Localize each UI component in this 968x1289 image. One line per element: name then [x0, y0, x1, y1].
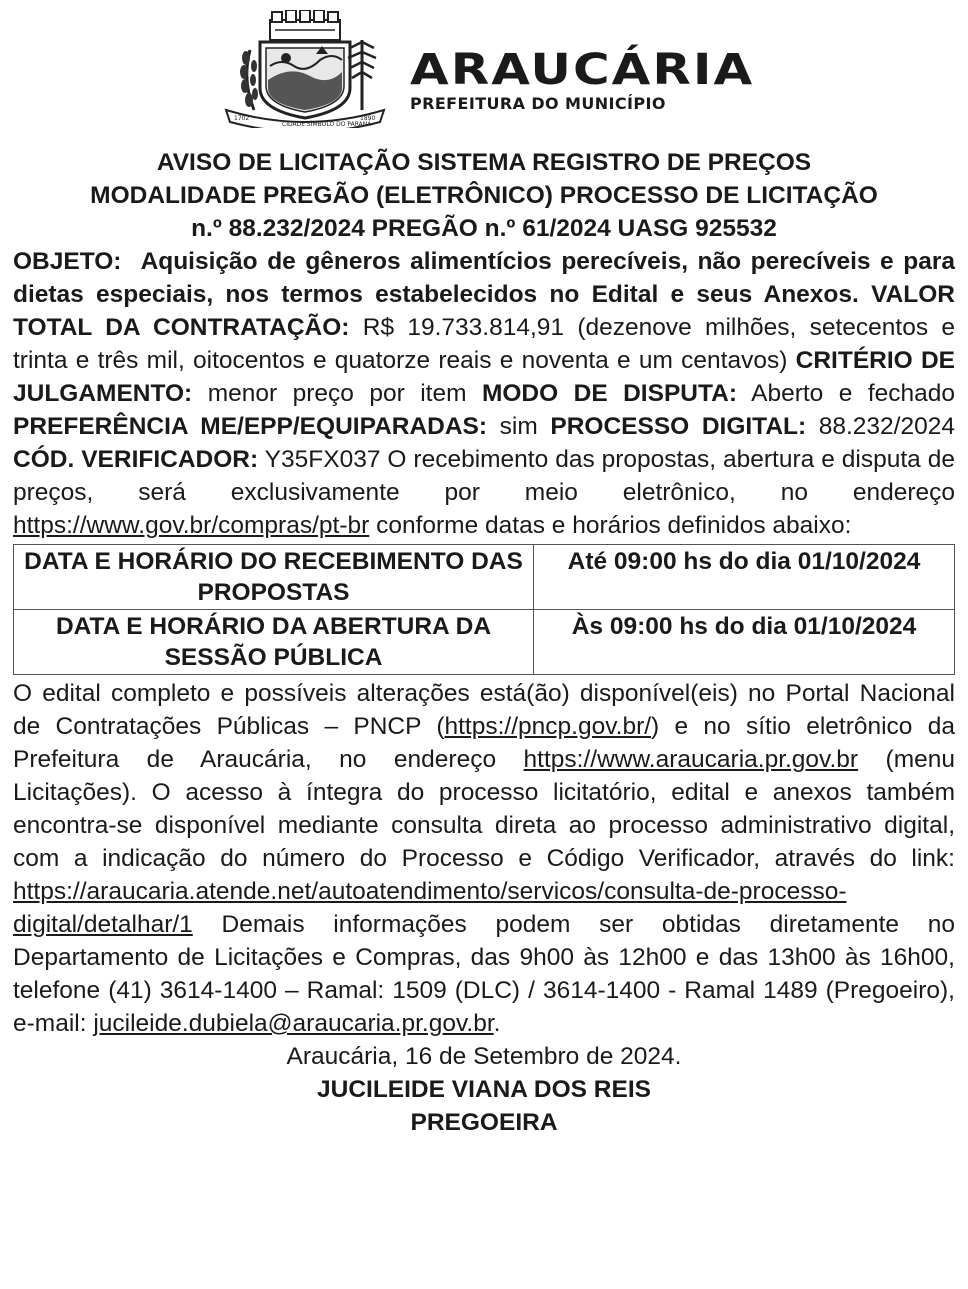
compras-after-text: conforme datas e horários definidos abaixo: [376, 512, 852, 539]
brand-name: ARAUCÁRIA [410, 44, 755, 95]
crest-ribbon-text: CIDADE SÍMBOLO DO PARANÁ [282, 121, 372, 128]
schedule-value: Às 09:00 hs do dia 01/10/2024 [534, 610, 955, 675]
objeto-text: Aquisição de gêneros alimentícios perecíveis, não perecíveis e para dietas especiais, nos termos estabelecidos no Edital e seus Anexos. [13, 248, 955, 308]
pncp-link[interactable]: https://pncp.gov.br/ [444, 713, 652, 740]
info-text: . [493, 1010, 501, 1037]
title-line: AVISO DE LICITAÇÃO SISTEMA REGISTRO DE PREÇOS [156, 149, 812, 176]
brand [410, 44, 755, 113]
info-text: (menu Licitações). O acesso à íntegra do processo licitatório, edital e anexos também encontra-se disponível mediante consulta direta ao processo administrativo digital, com a indicação do número do Processo e Código Verificador, através do link: [13, 746, 955, 872]
modo-label: MODO DE DISPUTA: [481, 380, 737, 407]
criterio-label: CRITÉRIO DE JULGAMENTO: [13, 347, 955, 407]
codigo-text: Y35FX037 O recebimento das propostas, abertura e disputa de preços, será exclusivamente por meio eletrônico, no endereço [13, 446, 955, 506]
table-row [14, 610, 955, 675]
notice-body [13, 146, 955, 1139]
title-line: n.º 88.232/2024 PREGÃO n.º 61/2024 UASG 925532 [191, 215, 777, 242]
valor-label: VALOR TOTAL DA CONTRATAÇÃO: [13, 281, 955, 341]
table-row [14, 545, 955, 610]
criterio-text: menor preço por item [207, 380, 467, 407]
valor-text: R$ 19.733.814,91 (dezenove milhões, setecentos e trinta e três mil, oitocentos e quatorze reais e noventa e um centavos) [13, 314, 956, 374]
info-text: Demais informações podem ser obtidas diretamente no Departamento de Licitações e Compras, das 9h00 às 12h00 e das 13h00 às 16h00, telefone (41) 3614-1400 – Ramal: 1509 (DLC) / 3614-1400 - Ramal 1489 (Pregoeiro), e-mail: [13, 911, 955, 1037]
processo-text: 88.232/2024 [818, 413, 955, 440]
schedule-label: DATA E HORÁRIO DA ABERTURA DA SESSÃO PÚBLICA [14, 610, 534, 675]
email-link[interactable]: jucileide.dubiela@araucaria.pr.gov.br [93, 1010, 494, 1037]
processo-label: PROCESSO DIGITAL: [550, 413, 807, 440]
title-line: MODALIDADE PREGÃO (ELETRÔNICO) PROCESSO DE LICITAÇÃO [90, 182, 878, 209]
consulta-processo-link[interactable]: https://araucaria.atende.net/autoatendimento/servicos/consulta-de-processo-digital/detalhar/1 [13, 878, 847, 938]
signature-block [13, 1040, 955, 1139]
crest-year-left: 1702 [234, 115, 250, 122]
info-text: O edital completo e possíveis alterações está(ão) disponível(eis) no Portal Nacional de Contratações Públicas – PNCP ( [13, 680, 955, 740]
notice-title [13, 146, 955, 245]
preferencia-label: PREFERÊNCIA ME/EPP/EQUIPARADAS: [13, 413, 488, 440]
place-date: Araucária, 16 de Setembro de 2024. [286, 1043, 682, 1070]
municipal-crest-icon [220, 10, 390, 128]
preferencia-text: sim [499, 413, 538, 440]
info-paragraph [13, 677, 955, 1040]
signer-name: JUCILEIDE VIANA DOS REIS [317, 1076, 651, 1103]
modo-text: Aberto e fechado [751, 380, 956, 407]
header [220, 10, 760, 128]
objeto-label: OBJETO: [13, 248, 122, 275]
schedule-table [13, 544, 955, 675]
brand-subtitle: PREFEITURA DO MUNICÍPIO [410, 94, 666, 113]
info-text: ) e no sítio eletrônico da Prefeitura de Araucária, no endereço [13, 713, 955, 773]
compras-link[interactable]: https://www.gov.br/compras/pt-br [13, 512, 370, 539]
codigo-label: CÓD. VERIFICADOR: [13, 446, 259, 473]
schedule-value: Até 09:00 hs do dia 01/10/2024 [534, 545, 955, 610]
signer-role: PREGOEIRA [410, 1109, 558, 1136]
object-paragraph [13, 245, 955, 542]
schedule-label: DATA E HORÁRIO DO RECEBIMENTO DAS PROPOSTAS [14, 545, 534, 610]
prefeitura-site-link[interactable]: https://www.araucaria.pr.gov.br [523, 746, 859, 773]
crest-year-right: 1890 [360, 115, 376, 122]
